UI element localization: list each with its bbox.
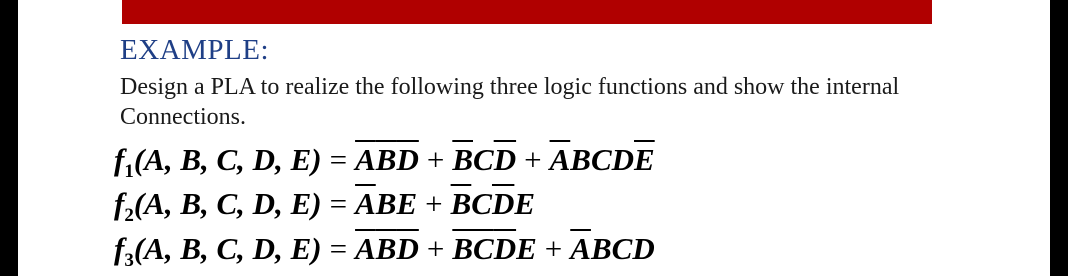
product-term	[355, 142, 419, 177]
product-term	[452, 231, 536, 266]
plus-sign: +	[425, 186, 443, 221]
complemented-variable: $\overline{D}$	[491, 186, 515, 221]
product-term	[550, 142, 655, 177]
variable: E	[396, 186, 418, 221]
equation-f3	[114, 229, 655, 274]
complemented-variable: $\overline{A}$	[549, 142, 571, 177]
complemented-variable: $\overline{D}$	[396, 142, 419, 177]
complemented-variable: $\overline{A}$	[355, 142, 376, 177]
plus-sign: +	[544, 231, 563, 266]
complemented-variable: $\overline{B}$	[450, 186, 472, 221]
complemented-variable: $\overline{D}$	[493, 142, 517, 177]
equals-sign: =	[329, 231, 348, 266]
function-name: f	[114, 186, 125, 221]
function-subscript: 3	[124, 250, 134, 271]
variable: C	[590, 142, 612, 177]
function-subscript: 2	[124, 205, 134, 226]
slide-title: EXAMPLE:	[120, 34, 269, 66]
variable: B	[590, 231, 612, 266]
complemented-variable: $\overline{E}$	[634, 142, 655, 177]
complemented-variable: $\overline{A}$	[355, 186, 376, 221]
complemented-variable: $\overline{B}$	[375, 231, 397, 266]
function-args: (A, B, C, D, E)	[133, 142, 322, 177]
variable: B	[570, 142, 591, 177]
product-term	[570, 231, 654, 266]
complemented-variable: $\overline{B}$	[375, 142, 397, 177]
complemented-variable: $\overline{D}$	[493, 231, 517, 266]
equals-sign: =	[329, 186, 348, 221]
equation-f1	[114, 140, 655, 185]
slide	[18, 0, 1050, 276]
variable: C	[471, 186, 492, 221]
variable: E	[516, 231, 537, 266]
product-term	[355, 231, 419, 266]
problem-description: Design a PLA to realize the following three logic functions and show the internal Connections.	[120, 74, 900, 130]
complemented-variable: $\overline{C}$	[473, 231, 494, 266]
function-subscript: 1	[124, 161, 134, 182]
variable: B	[375, 186, 397, 221]
function-args: (A, B, C, D, E)	[133, 186, 322, 221]
product-term	[452, 142, 516, 177]
plus-sign: +	[524, 142, 542, 177]
product-term	[451, 186, 535, 221]
function-name: f	[114, 231, 125, 266]
equation-f2	[114, 184, 535, 229]
complemented-variable: $\overline{B}$	[452, 231, 473, 266]
equals-sign: =	[329, 142, 348, 177]
complemented-variable: $\overline{A}$	[355, 231, 376, 266]
plus-sign: +	[426, 231, 445, 266]
product-term	[355, 186, 417, 221]
variable: C	[611, 231, 633, 266]
function-args: (A, B, C, D, E)	[133, 231, 322, 266]
variable: E	[514, 186, 536, 221]
variable: D	[611, 142, 635, 177]
function-name: f	[114, 142, 125, 177]
plus-sign: +	[426, 142, 445, 177]
complemented-variable: $\overline{B}$	[452, 142, 473, 177]
complemented-variable: $\overline{D}$	[396, 231, 419, 266]
variable: C	[473, 142, 494, 177]
header-accent-bar	[122, 0, 932, 24]
complemented-variable: $\overline{A}$	[570, 231, 591, 266]
variable: D	[632, 231, 655, 266]
